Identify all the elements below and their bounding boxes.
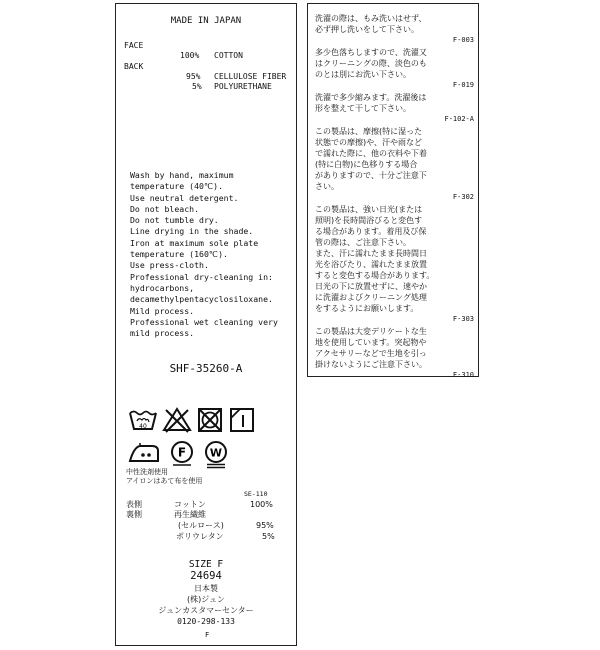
item-number: 24694 <box>190 570 222 582</box>
back-material-pct-2: 5% <box>192 82 202 91</box>
care-line: Professional wet cleaning very <box>130 316 278 327</box>
care-line: Mild process. <box>130 305 195 316</box>
jp-material-3-pct: 95% <box>256 521 274 530</box>
caution-code: F-102-A <box>444 115 474 123</box>
dry-clean-f-icon <box>168 439 196 467</box>
care-line: Line drying in the shade. <box>130 226 254 237</box>
care-line: Do not bleach. <box>130 203 200 214</box>
care-line: Use neutral detergent. <box>130 192 239 203</box>
jp-face-label: 表側 <box>126 500 142 509</box>
back-material-name-1: CELLULOSE FIBER <box>214 72 287 81</box>
care-line: temperature (40℃). <box>130 181 223 192</box>
face-label: FACE <box>124 41 144 50</box>
back-label: BACK <box>124 62 144 71</box>
jp-note-detergent: 中性洗剤使用 <box>126 468 168 476</box>
back-material-pct-1: 95% <box>186 72 201 81</box>
care-line: hydrocarbons, <box>130 282 195 293</box>
caution-text: この製品は、摩擦(特に湿った 状態での摩擦)や、汗や雨など で濡れた際に、他の衣料や下着 (特に白物)に色移りする場合 がありますので、十分ご注意下 さい。 <box>315 127 427 191</box>
country-jp: 日本製 <box>194 584 218 593</box>
jp-material-2: 再生繊維 <box>174 510 206 519</box>
jp-note-iron: アイロンはあて布を使用 <box>126 477 203 485</box>
phone-number: 0120-298-133 <box>177 617 235 626</box>
face-material-name: COTTON <box>214 51 243 60</box>
wet-clean-w-icon <box>202 439 230 469</box>
caution-text: この製品は、強い日光(または 照明)を長時間浴びると変色す る場合があります。着用及び保 管の際は、ご注意下さい。 また、汗に濡れたまま長時間日 光を浴びたり、濡れたまま放置 すると変色する場合があります。 日光の下に放置せずに、速やか に洗濯およびクリーニング処理 をするようにお願いします。 <box>315 205 435 313</box>
made-in-japan: MADE IN JAPAN <box>170 16 242 26</box>
hand-wash-40-icon <box>128 407 158 433</box>
customer-center: ジュンカスタマーセンター <box>158 606 254 615</box>
no-tumble-dry-icon <box>196 407 224 433</box>
caution-code: F-302 <box>452 193 474 201</box>
care-line: Do not tumble dry. <box>130 215 219 226</box>
caution-code: F-003 <box>452 36 474 44</box>
care-line: Use press-cloth. <box>130 260 209 271</box>
company-name: (株)ジュン <box>186 595 226 604</box>
face-material-pct: 100% <box>180 51 200 60</box>
caution-text: この製品は大変デリケートな生 地を使用しています。突起物や アクセサリーなどで生地を引っ 掛けないようにご注意下さい。 <box>315 327 427 369</box>
care-line: Professional dry-cleaning in: <box>130 271 273 282</box>
caution-code: F-303 <box>452 315 474 323</box>
size-label: SIZE F <box>188 559 224 570</box>
caution-text: 多少色落ちしますので、洗濯又 はクリーニングの際、淡色のも のとは別にお洗い下さい。 <box>315 48 427 79</box>
wash-temp-text: 40 <box>139 423 147 430</box>
left-care-label <box>115 3 297 646</box>
wet-clean-letter: W <box>209 446 223 460</box>
care-line: decamethylpentacyclosiloxane. <box>130 294 273 305</box>
no-bleach-icon <box>162 407 192 433</box>
se-code: SE-110 <box>244 490 268 498</box>
jp-back-label: 裏側 <box>126 510 142 519</box>
product-code: SHF-35260-A <box>169 362 243 375</box>
caution-code: F-310 <box>452 371 474 379</box>
jp-material-4: ポリウレタン <box>176 532 224 541</box>
jp-material-3: (セルロース) <box>178 521 224 530</box>
iron-medium-icon <box>127 441 161 465</box>
jp-material-4-pct: 5% <box>262 532 275 541</box>
dry-clean-letter: F <box>177 445 187 460</box>
caution-text: 洗濯で多少縮みます。洗濯後は 形を整えて干して下さい。 <box>315 93 427 113</box>
caution-text: 洗濯の際は、もみ洗いはせず、 必ず押し洗いをして下さい。 <box>315 14 427 34</box>
size-letter: F <box>205 631 210 639</box>
line-dry-shade-icon <box>228 407 256 433</box>
care-line: mild process. <box>130 328 195 339</box>
jp-material-1-pct: 100% <box>250 500 273 509</box>
care-line: Wash by hand, maximum <box>130 170 234 180</box>
back-material-name-2: POLYURETHANE <box>214 82 272 91</box>
care-instructions <box>130 170 278 339</box>
caution-code: F-019 <box>452 81 474 89</box>
right-care-label <box>307 3 479 377</box>
jp-material-1: コットン <box>174 500 206 509</box>
care-line: temperature (160℃). <box>130 249 228 260</box>
care-line: Iron at maximum sole plate <box>130 237 259 248</box>
